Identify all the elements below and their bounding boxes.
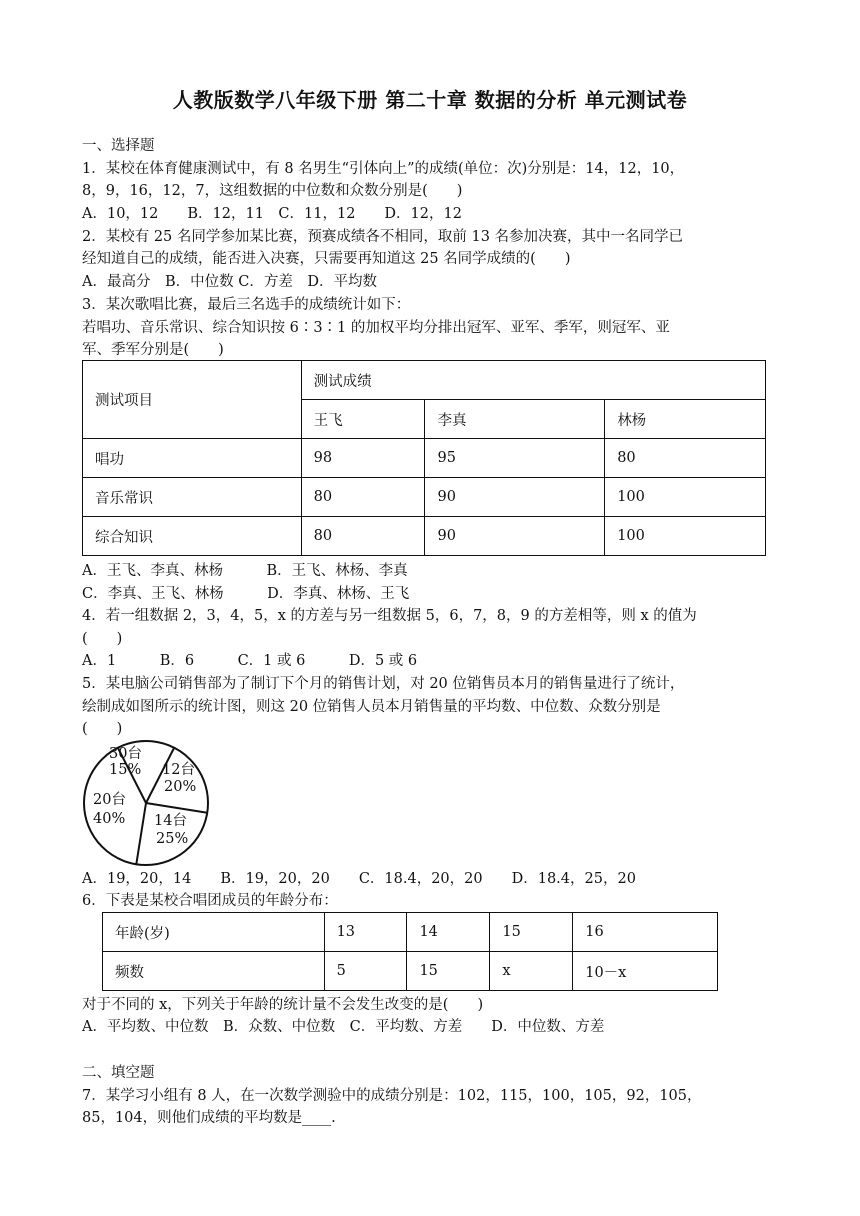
table-cell: 10－x [573,952,718,991]
table-row [103,913,718,952]
table-cell: 80 [605,439,766,478]
table-row-label: 年龄(岁) [103,913,325,952]
table-cell: 80 [301,517,425,556]
q3-options-line-2: C．李真、王飞、林杨 D．李真、林杨、王飞 [82,586,410,602]
q7-stem-line-1: 7．某学习小组有 8 人，在一次数学测验中的成绩分别是：102，115，100，105，92，105， [82,1088,702,1104]
table-cell: 15 [490,913,573,952]
q3-stem-line-1: 3．某次歌唱比赛，最后三名选手的成绩统计如下： [82,297,411,313]
table-header-player: 王飞 [301,400,425,439]
table-row [83,478,766,517]
sales-pie-chart [78,740,218,868]
q5-stem-line-3: ( ) [82,721,123,737]
table-cell: x [490,952,573,991]
table-cell: 100 [605,517,766,556]
q1-options: A．10，12 B．12，11 C．11，12 D．12，12 [82,206,462,222]
table-cell: 90 [425,517,605,556]
table-row-label: 频数 [103,952,325,991]
pie-label: 14台 [154,813,187,829]
q4-stem-line-1: 4．若一组数据 2，3，4，5，x 的方差与另一组数据 5，6，7，8，9 的方差相等，则 x 的值为 [82,608,697,624]
table-cell: 16 [573,913,718,952]
table-cell: 80 [301,478,425,517]
q6-stem-line-1: 6．下表是某校合唱团成员的年龄分布： [82,893,338,909]
table-cell: 95 [425,439,605,478]
table-cell: 98 [301,439,425,478]
pie-slice-divider [136,803,146,864]
table-cell: 14 [407,913,490,952]
q3-stem-line-3: 军、季军分别是( ) [82,342,224,358]
q3-score-table [82,360,766,556]
table-header-score: 测试成绩 [301,361,765,400]
q4-options: A．1 B．6 C．1 或 6 D．5 或 6 [82,653,418,669]
table-row [83,439,766,478]
q7-stem-line-2: 85，104，则他们成绩的平均数是____. [82,1110,336,1126]
q3-stem-line-2: 若唱功、音乐常识、综合知识按 6∶3∶1 的加权平均分排出冠军、亚军、季军，则冠军、亚 [82,320,670,336]
page-title: 人教版数学八年级下册 第二十章 数据的分析 单元测试卷 [172,88,688,112]
q2-stem-line-2: 经知道自己的成绩，能否进入决赛，只需要再知道这 25 名同学成绩的( ) [82,251,571,267]
table-row-label: 综合知识 [83,517,302,556]
table-row-label: 音乐常识 [83,478,302,517]
table-header-player: 李真 [425,400,605,439]
table-cell: 100 [605,478,766,517]
section-heading-fill: 二、填空题 [82,1065,155,1081]
table-header-player: 林杨 [605,400,766,439]
table-cell: 13 [324,913,407,952]
q5-stem-line-2: 绘制成如图所示的统计图，则这 20 位销售人员本月销售量的平均数、中位数、众数分别是 [82,699,661,715]
table-cell: 5 [324,952,407,991]
table-row [83,517,766,556]
pie-slice-divider [146,803,207,813]
q3-options-line-1: A．王飞、李真、林杨 B．王飞、林杨、李真 [82,563,408,579]
pie-pct: 20% [164,779,197,795]
q6-options: A．平均数、中位数 B．众数、中位数 C．平均数、方差 D．中位数、方差 [82,1019,605,1035]
q2-stem-line-1: 2．某校有 25 名同学参加某比赛，预赛成绩各不相同，取前 13 名参加决赛，其中一名同学已 [82,229,684,245]
table-cell: 15 [407,952,490,991]
q2-options: A．最高分 B．中位数 C．方差 D．平均数 [82,274,377,290]
table-row-label: 唱功 [83,439,302,478]
q5-stem-line-1: 5．某电脑公司销售部为了制订下个月的销售计划，对 20 位销售员本月的销售量进行了统计， [82,676,685,692]
q1-stem-line-2: 8，9，16，12，7，这组数据的中位数和众数分别是( ) [82,183,463,199]
pie-pct: 40% [93,811,126,827]
pie-pct: 25% [156,831,189,847]
table-header-item: 测试项目 [83,361,302,439]
table-cell: 90 [425,478,605,517]
q6-stem-line-2: 对于不同的 x，下列关于年龄的统计量不会发生改变的是( ) [82,997,484,1013]
q6-age-table [102,912,718,991]
section-heading-choice: 一、选择题 [82,138,155,154]
pie-pct: 15% [109,762,142,778]
pie-label: 30台 [109,746,142,762]
table-row [103,952,718,991]
pie-label: 20台 [93,792,126,808]
q5-options: A．19，20，14 B．19，20，20 C．18.4，20，20 D．18.4，25，20 [82,871,636,887]
q4-stem-line-2: ( ) [82,631,123,647]
pie-label: 12台 [162,762,195,778]
q1-stem-line-1: 1．某校在体育健康测试中，有 8 名男生“引体向上”的成绩(单位：次)分别是：14，12，10， [82,161,685,177]
